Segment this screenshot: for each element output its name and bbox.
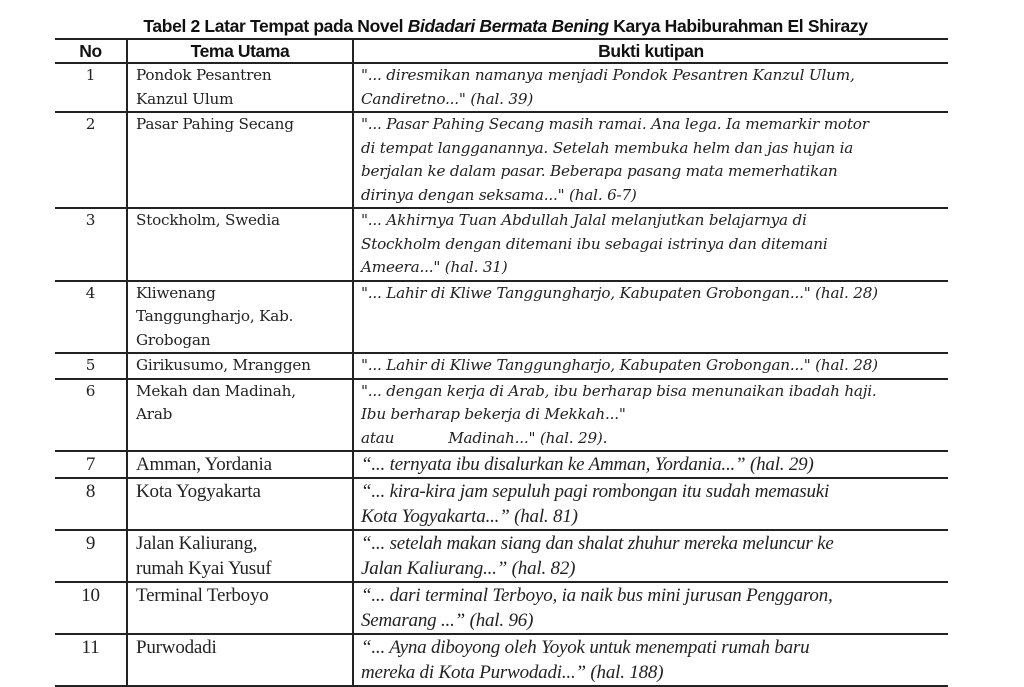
table-row xyxy=(55,634,948,686)
tema-line: Kota Yogyakarta xyxy=(136,481,261,502)
header-no: No xyxy=(55,39,127,63)
quote-line: "... dengan kerja di Arab, ibu berharap bisa menunaikan ibadah haji. xyxy=(361,381,877,400)
cell-tema xyxy=(127,281,353,354)
quote-line: “... ternyata ibu disalurkan ke Amman, Yordania...” (hal. 29) xyxy=(361,454,814,475)
tema-line: Jalan Kaliurang, xyxy=(136,533,258,554)
table-row xyxy=(55,281,948,354)
document-page xyxy=(55,14,948,687)
cell-bukti xyxy=(353,530,948,582)
tema-line: Purwodadi xyxy=(136,637,217,658)
cell-no: 6 xyxy=(55,379,127,452)
quote-line: “... kira-kira jam sepuluh pagi rombongan itu sudah memasuki xyxy=(361,481,830,502)
tema-line: Grobogan xyxy=(136,330,211,349)
tema-line: rumah Kyai Yusuf xyxy=(136,558,272,579)
quote-line: Jalan Kaliurang...” (hal. 82) xyxy=(361,558,576,579)
table-row xyxy=(55,530,948,582)
tema-line: Arab xyxy=(136,405,173,423)
quote-line: "... Akhirnya Tuan Abdullah Jalal melanjutkan belajarnya di xyxy=(361,211,807,229)
tema-line: Amman, Yordania xyxy=(136,454,272,475)
table-row xyxy=(55,478,948,530)
table-row xyxy=(55,112,948,208)
cell-bukti xyxy=(353,379,948,452)
tema-line: Tanggungharjo, Kab. xyxy=(136,307,294,325)
table-row xyxy=(55,353,948,379)
cell-no: 7 xyxy=(55,451,127,478)
cell-bukti xyxy=(353,208,948,281)
quote-line: mereka di Kota Purwodadi...” (hal. 188) xyxy=(361,662,664,683)
quote-line: "... Lahir di Kliwe Tanggungharjo, Kabupaten Grobongan..." (hal. 28) xyxy=(361,356,878,374)
tema-line: Pondok Pesantren xyxy=(136,66,272,84)
cell-no: 5 xyxy=(55,353,127,379)
cell-bukti xyxy=(353,478,948,530)
cell-no: 3 xyxy=(55,208,127,281)
tema-line: Mekah dan Madinah, xyxy=(136,381,296,400)
cell-bukti xyxy=(353,112,948,208)
table-row xyxy=(55,582,948,634)
tema-line: Kliwenang xyxy=(136,283,216,302)
cell-no: 10 xyxy=(55,582,127,634)
cell-no: 2 xyxy=(55,112,127,208)
table-row xyxy=(55,379,948,452)
quote-line: Kota Yogyakarta...” (hal. 81) xyxy=(361,506,578,527)
quote-line: di tempat langganannya. Setelah membuka helm dan jas hujan ia xyxy=(361,138,854,157)
caption-suffix: Karya Habiburahman El Shirazy xyxy=(608,16,868,36)
tema-line: Stockholm, Swedia xyxy=(136,211,280,229)
cell-tema xyxy=(127,63,353,112)
cell-tema xyxy=(127,451,353,478)
quote-line: Semarang ...” (hal. 96) xyxy=(361,610,534,631)
cell-tema xyxy=(127,582,353,634)
cell-no: 11 xyxy=(55,634,127,686)
cell-tema xyxy=(127,478,353,530)
quote-line: “... Ayna diboyong oleh Yoyok untuk menempati rumah baru xyxy=(361,637,810,658)
quote-line: berjalan ke dalam pasar. Beberapa pasang mata memerhatikan xyxy=(361,162,838,180)
caption-novel-title: Bidadari Bermata Bening xyxy=(407,16,609,36)
tema-line: Pasar Pahing Secang xyxy=(136,115,294,133)
quote-line: "... Pasar Pahing Secang masih ramai. Ana lega. Ia memarkir motor xyxy=(361,115,869,133)
quote-fragment: Madinah..." (hal. 29). xyxy=(448,428,608,447)
cell-bukti xyxy=(353,281,948,354)
quote-line: dirinya dengan seksama..." (hal. 6-7) xyxy=(361,185,637,204)
table-row xyxy=(55,208,948,281)
quote-line: Ibu berharap bekerja di Mekkah..." xyxy=(361,405,626,423)
quote-line: Stockholm dengan ditemani ibu sebagai istrinya dan ditemani xyxy=(361,234,828,253)
quote-line xyxy=(361,427,948,451)
table-header-row xyxy=(55,39,948,63)
quote-line: “... setelah makan siang dan shalat zhuhur mereka meluncur ke xyxy=(361,533,834,554)
cell-no: 4 xyxy=(55,281,127,354)
cell-tema xyxy=(127,112,353,208)
cell-no: 8 xyxy=(55,478,127,530)
quote-line: "... Lahir di Kliwe Tanggungharjo, Kabupaten Grobongan..." (hal. 28) xyxy=(361,283,878,302)
header-bukti-kutipan: Bukti kutipan xyxy=(353,39,948,63)
cell-bukti xyxy=(353,451,948,478)
table-row xyxy=(55,451,948,478)
tema-line: Kanzul Ulum xyxy=(136,89,234,108)
header-tema-utama: Tema Utama xyxy=(127,39,353,63)
tema-line: Girikusumo, Mranggen xyxy=(136,356,311,374)
cell-tema xyxy=(127,634,353,686)
caption-prefix: Tabel 2 Latar Tempat pada Novel xyxy=(143,16,408,36)
cell-tema xyxy=(127,353,353,379)
cell-tema xyxy=(127,530,353,582)
quote-line: Candiretno..." (hal. 39) xyxy=(361,89,534,108)
quote-line: "... diresmikan namanya menjadi Pondok Pesantren Kanzul Ulum, xyxy=(361,66,855,84)
cell-tema xyxy=(127,208,353,281)
quote-fragment: atau xyxy=(361,428,395,447)
quote-line: Ameera..." (hal. 31) xyxy=(361,258,508,276)
cell-bukti xyxy=(353,353,948,379)
setting-table xyxy=(55,38,948,687)
cell-tema xyxy=(127,379,353,452)
cell-no: 9 xyxy=(55,530,127,582)
cell-no: 1 xyxy=(55,63,127,112)
cell-bukti xyxy=(353,634,948,686)
cell-bukti xyxy=(353,63,948,112)
tema-line: Terminal Terboyo xyxy=(136,585,269,606)
cell-bukti xyxy=(353,582,948,634)
table-caption xyxy=(63,14,948,38)
table-row xyxy=(55,63,948,112)
quote-line: “... dari terminal Terboyo, ia naik bus mini jurusan Penggaron, xyxy=(361,585,833,606)
